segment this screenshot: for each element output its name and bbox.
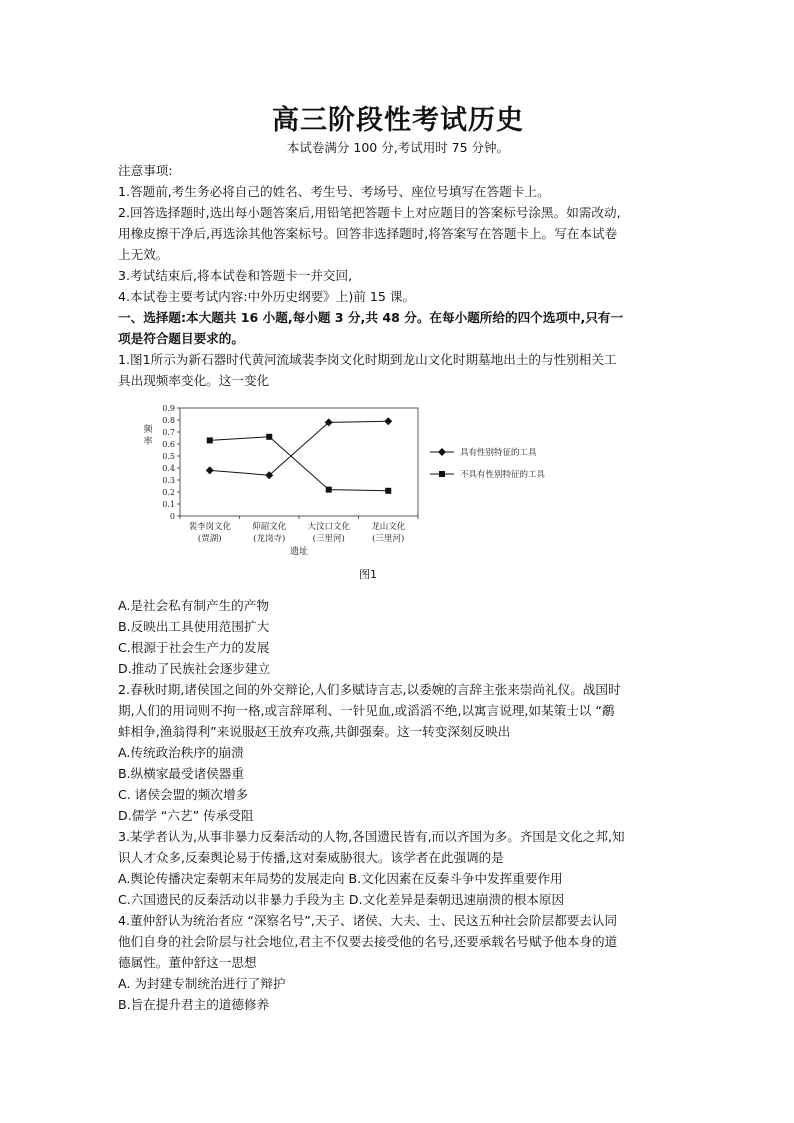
option-b: B.反映出工具使用范围扩大 [118, 619, 270, 634]
y-tick-label: 0.3 [162, 476, 175, 485]
data-point [384, 417, 392, 425]
question-2-stem: 2.春秋时期,诸侯国之间的外交辩论,人们多赋诗言志,以委婉的言辞主张来崇尚礼仪。战国时 [118, 682, 621, 697]
option-c: C. 诸侯会盟的频次增多 [118, 787, 249, 802]
series-line [210, 437, 389, 491]
question-1-stem: 具出现频率变化。这一变化 [118, 373, 270, 388]
x-axis-label: 遗址 [289, 547, 309, 557]
option-d: D.推动了民族社会逐步建立 [118, 661, 271, 676]
x-tick-label: 大汶口文化 [307, 522, 351, 532]
option-b: B.纵横家最受诸侯器重 [118, 766, 244, 781]
x-tick-label: 仰韶文化 [252, 522, 287, 532]
question-3-stem: 识人才众多,反秦舆论易于传播,这对秦威胁很大。该学者在此强调的是 [118, 850, 504, 865]
x-tick-label: 龙山文化 [371, 522, 406, 532]
data-point [266, 434, 272, 440]
legend-label: 不具有性别特征的工具 [460, 470, 546, 480]
question-2-stem: 蚌相争,渔翁得利”来说服赵王放弃攻燕,共御强秦。这一转变深刻反映出 [118, 724, 511, 739]
plot-frame [180, 408, 418, 516]
note-line: 4.本试卷主要考试内容:中外历史纲要》上)前 15 课。 [118, 289, 416, 304]
y-axis-label: 频 [143, 425, 153, 435]
option-c: C.根源于社会生产力的发展 [118, 640, 270, 655]
data-point [207, 437, 213, 443]
y-tick-label: 0 [169, 512, 175, 521]
y-tick-label: 0.2 [162, 488, 175, 497]
y-axis-label: 率 [143, 437, 153, 447]
option-a: A. 为封建专制统治进行了辩护 [118, 976, 286, 991]
option-d: D.儒学 “六艺” 传承受阻 [118, 808, 254, 823]
notes-section [118, 160, 678, 391]
x-tick-sublabel: (贾湖) [197, 534, 222, 544]
option-a: A.是社会私有制产生的产物 [118, 598, 269, 613]
data-point [385, 488, 391, 494]
legend-label: 具有性别特征的工具 [460, 448, 537, 458]
y-tick-label: 0.5 [162, 452, 175, 461]
question-4-stem: 德属性。董仲舒这一思想 [118, 955, 257, 970]
note-line: 2.回答选择题时,选出每小题答案后,用铅笔把答题卡上对应题目的答案标号涂黑。如需改动, [118, 205, 621, 220]
option-cd: C.六国遗民的反秦活动以非暴力手段为主 D.文化差异是秦朝迅速崩溃的根本原因 [118, 892, 565, 907]
option-b: B.旨在提升君主的道德修养 [118, 997, 270, 1012]
question-1-stem: 1.图1所示为新石器时代黄河流域裴李岗文化时期到龙山文化时期墓地出土的与性别相关工 [118, 352, 617, 367]
note-line: 3.考试结束后,将本试卷和答题卡一并交回, [118, 268, 353, 283]
questions-section [118, 595, 678, 1015]
series-line [210, 421, 389, 475]
note-line: 用橡皮擦干净后,再选涂其他答案标号。回答非选择题时,将答案写在答题卡上。写在本试卷 [118, 226, 618, 241]
option-a: A.传统政治秩序的崩溃 [118, 745, 244, 760]
figure-caption: 图1 [359, 568, 377, 581]
section-heading: 一、选择题:本大题共 16 小题,每小题 3 分,共 48 分。在每小题所给的四个选项中,只有一 [118, 310, 624, 325]
question-2-stem: 期,人们的用词则不拘一格,或言辞犀利、一针见血,或滔滔不绝,以寓言说理,如某策士以 “鹬 [118, 703, 615, 718]
legend-marker [439, 471, 445, 477]
note-line: 1.答题前,考生务必将自己的姓名、考生号、考场号、座位号填写在答题卡上。 [118, 184, 550, 199]
x-tick-sublabel: (三里河) [372, 534, 405, 544]
y-tick-label: 0.6 [162, 440, 175, 449]
question-4-stem: 4.董仲舒认为统治者应 “深察名号”,天子、诸侯、大夫、士、民这五种社会阶层都要去认同 [118, 913, 618, 928]
legend-marker [438, 448, 446, 456]
question-4-stem: 他们自身的社会阶层与社会地位,君主不仅要去接受他的名号,还要承载名号赋予他本身的道 [118, 934, 618, 949]
y-tick-label: 0.7 [162, 428, 175, 437]
question-3-stem: 3.某学者认为,从事非暴力反秦活动的人物,各国遗民皆有,而以齐国为多。齐国是文化之邦,知 [118, 829, 625, 844]
option-ab: A.舆论传播决定秦朝末年局势的发展走向 B.文化因素在反秦斗争中发挥重要作用 [118, 871, 563, 886]
section-heading: 项是符合题目要求的。 [118, 331, 244, 346]
y-tick-label: 0.8 [162, 416, 175, 425]
y-tick-label: 0.1 [162, 500, 175, 509]
data-point [206, 466, 214, 474]
y-tick-label: 0.4 [162, 464, 175, 473]
y-tick-label: 0.9 [162, 404, 175, 413]
notes-heading: 注意事项: [118, 163, 173, 178]
data-point [326, 487, 332, 493]
frequency-line-chart [118, 398, 618, 563]
x-tick-label: 裴李岗文化 [188, 522, 232, 532]
page-title: 高三阶段性考试历史 [272, 105, 524, 136]
x-tick-sublabel: (龙岗寺) [253, 534, 286, 544]
x-tick-sublabel: (三里河) [312, 534, 345, 544]
note-line: 上无效。 [118, 247, 169, 262]
page-subtitle: 本试卷满分 100 分,考试用时 75 分钟。 [286, 140, 510, 155]
